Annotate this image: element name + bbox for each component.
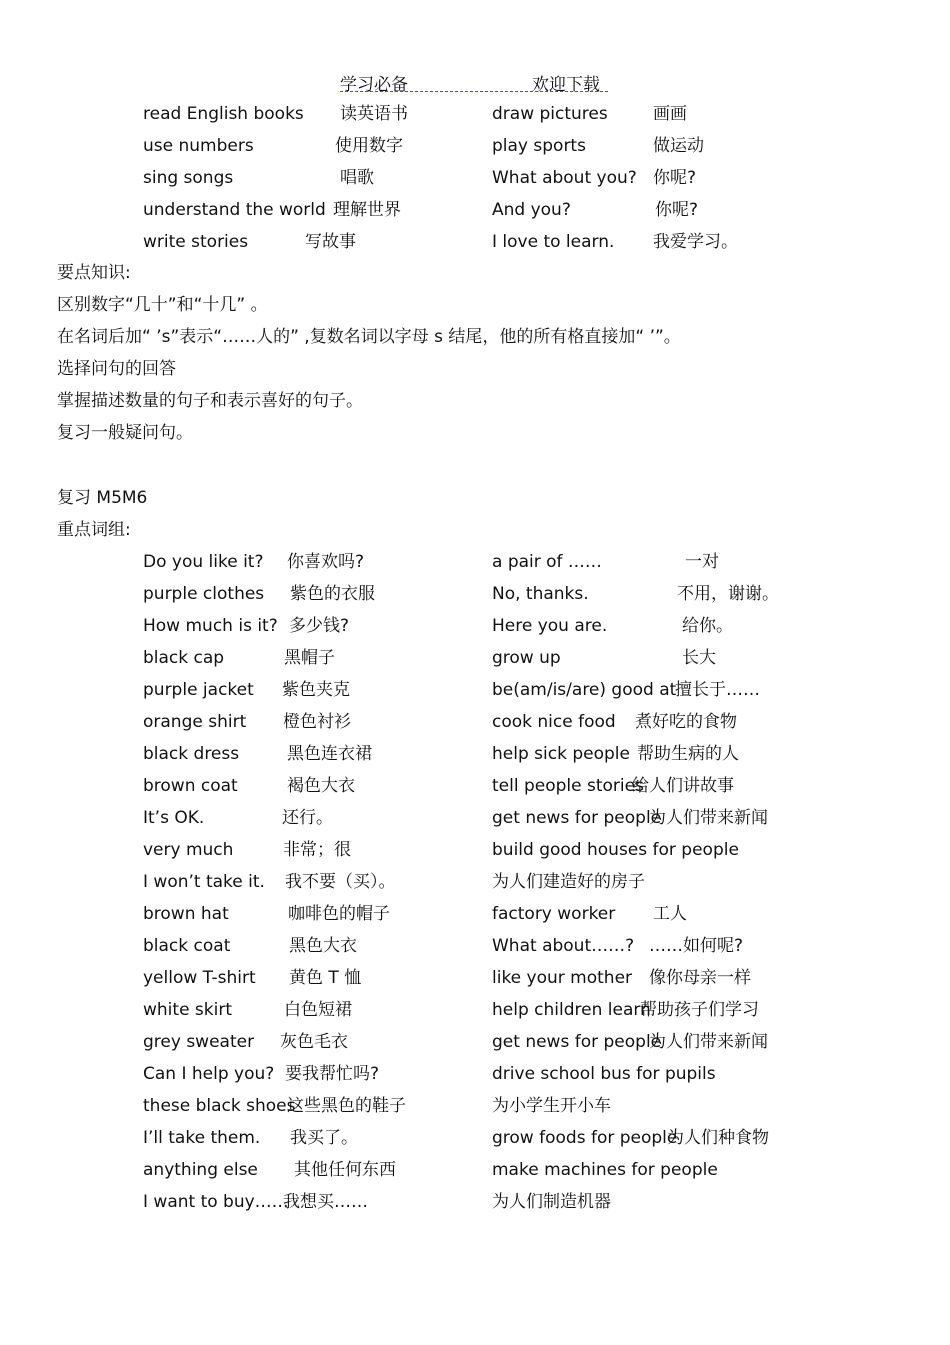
vocab-zh1: 多少钱? bbox=[289, 616, 350, 636]
key-point-item: 区别数字“几十”和“十几” 。 bbox=[57, 295, 268, 315]
vocab-en1: orange shirt bbox=[143, 712, 247, 732]
vocab-zh1: 唱歌 bbox=[340, 168, 374, 188]
key-point-item: 在名词后加“ ’s”表示“……人的” ,复数名词以字母 s 结尾，他的所有格直接加“ ’”。 bbox=[57, 327, 681, 347]
vocab-zh1: 读英语书 bbox=[340, 104, 408, 124]
vocab-row bbox=[0, 934, 950, 958]
vocab-zh1: 黑色大衣 bbox=[289, 936, 357, 956]
review-subtitle: 重点词组: bbox=[57, 520, 131, 540]
vocab-en1: anything else bbox=[143, 1160, 258, 1180]
vocab-zh1: 其他任何东西 bbox=[294, 1160, 396, 1180]
review-title: 复习 M5M6 bbox=[57, 488, 148, 508]
vocab-en2: cook nice food bbox=[492, 712, 616, 732]
vocab-zh1: 橙色衬衫 bbox=[283, 712, 351, 732]
vocab-en2: like your mother bbox=[492, 968, 633, 988]
header-right-text: 欢迎下载 bbox=[532, 75, 600, 95]
vocab-zh2: 为人们带来新闻 bbox=[649, 1032, 768, 1052]
vocab-zh2: 为人们带来新闻 bbox=[649, 808, 768, 828]
vocab-en1: sing songs bbox=[143, 168, 234, 188]
header-dashed-underline bbox=[340, 91, 608, 92]
vocab-en2: tell people stories bbox=[492, 776, 644, 796]
vocab-row bbox=[0, 1190, 950, 1214]
vocab-zh2: 给人们讲故事 bbox=[632, 776, 734, 796]
vocab-zh2: 做运动 bbox=[653, 136, 704, 156]
vocab-row bbox=[0, 1030, 950, 1054]
vocab-zh2: 像你母亲一样 bbox=[649, 968, 751, 988]
vocab-en2: build good houses for people bbox=[492, 840, 739, 860]
vocab-zh2: 工人 bbox=[653, 904, 687, 924]
vocab-zh1: 褐色大衣 bbox=[287, 776, 355, 796]
vocab-en1: brown coat bbox=[143, 776, 238, 796]
vocab-en1: I want to buy…… bbox=[143, 1192, 289, 1212]
vocab-en1: purple jacket bbox=[143, 680, 254, 700]
vocab-en1: yellow T-shirt bbox=[143, 968, 256, 988]
vocab-row bbox=[0, 230, 950, 254]
vocab-en2: drive school bus for pupils bbox=[492, 1064, 716, 1084]
vocab-en2: help sick people bbox=[492, 744, 630, 764]
vocab-zh2: 为人们种食物 bbox=[667, 1128, 769, 1148]
vocab-en2: 为人们制造机器 bbox=[492, 1192, 611, 1212]
vocab-row bbox=[0, 742, 950, 766]
header-left-text: 学习必备 bbox=[340, 75, 408, 95]
key-point-item: 选择问句的回答 bbox=[57, 359, 176, 379]
vocab-zh1: 灰色毛衣 bbox=[280, 1032, 348, 1052]
vocab-en1: Can I help you? bbox=[143, 1064, 275, 1084]
vocab-en2: No, thanks. bbox=[492, 584, 589, 604]
vocab-row bbox=[0, 870, 950, 894]
vocab-row bbox=[0, 550, 950, 574]
vocab-en1: understand the world bbox=[143, 200, 326, 220]
vocab-en1: very much bbox=[143, 840, 234, 860]
vocab-en1: black cap bbox=[143, 648, 225, 668]
key-points-title: 要点知识: bbox=[57, 263, 131, 283]
vocab-zh2: 你呢? bbox=[653, 168, 697, 188]
vocab-en1: these black shoes bbox=[143, 1096, 296, 1116]
vocab-zh1: 你喜欢吗? bbox=[287, 552, 365, 572]
vocab-en1: read English books bbox=[143, 104, 304, 124]
vocab-en1: I’ll take them. bbox=[143, 1128, 261, 1148]
vocab-zh1: 黑帽子 bbox=[284, 648, 335, 668]
vocab-zh1: 紫色夹克 bbox=[282, 680, 350, 700]
vocab-zh1: 理解世界 bbox=[333, 200, 401, 220]
vocab-en1: brown hat bbox=[143, 904, 229, 924]
vocab-row bbox=[0, 678, 950, 702]
vocab-row bbox=[0, 1126, 950, 1150]
vocab-zh1: 我不要（买）。 bbox=[285, 872, 396, 892]
vocab-en2: What about you? bbox=[492, 168, 637, 188]
vocab-en2: draw pictures bbox=[492, 104, 608, 124]
vocab-row bbox=[0, 998, 950, 1022]
vocab-zh1: 紫色的衣服 bbox=[290, 584, 375, 604]
vocab-en2: help children learn bbox=[492, 1000, 651, 1020]
vocab-row bbox=[0, 134, 950, 158]
vocab-row bbox=[0, 838, 950, 862]
vocab-en1: It’s OK. bbox=[143, 808, 205, 828]
vocab-en1: white skirt bbox=[143, 1000, 233, 1020]
vocab-zh2: 帮助孩子们学习 bbox=[640, 1000, 759, 1020]
vocab-row bbox=[0, 102, 950, 126]
vocab-zh1: 非常；很 bbox=[283, 840, 351, 860]
vocab-zh1: 我想买…… bbox=[283, 1192, 368, 1212]
vocab-zh2: 你呢? bbox=[655, 200, 699, 220]
vocab-zh2: 煮好吃的食物 bbox=[635, 712, 737, 732]
vocab-en2: 为人们建造好的房子 bbox=[492, 872, 645, 892]
vocab-zh1: 这些黑色的鞋子 bbox=[287, 1096, 406, 1116]
vocab-en2: grow up bbox=[492, 648, 561, 668]
vocab-zh2: 我爱学习。 bbox=[653, 232, 738, 252]
vocab-en2: factory worker bbox=[492, 904, 616, 924]
vocab-zh2: 帮助生病的人 bbox=[637, 744, 739, 764]
vocab-en1: black dress bbox=[143, 744, 240, 764]
vocab-zh1: 写故事 bbox=[305, 232, 356, 252]
vocab-zh1: 还行。 bbox=[282, 808, 333, 828]
vocab-en1: Do you like it? bbox=[143, 552, 264, 572]
vocab-en2: make machines for people bbox=[492, 1160, 718, 1180]
vocab-row bbox=[0, 902, 950, 926]
vocab-en1: I won’t take it. bbox=[143, 872, 265, 892]
vocab-zh2: 一对 bbox=[685, 552, 719, 572]
vocab-zh2: 画画 bbox=[653, 104, 687, 124]
vocab-row bbox=[0, 614, 950, 638]
vocab-zh1: 黑色连衣裙 bbox=[287, 744, 372, 764]
vocab-en1: purple clothes bbox=[143, 584, 265, 604]
vocab-zh2: 给你。 bbox=[682, 616, 733, 636]
vocab-zh1: 要我帮忙吗? bbox=[285, 1064, 380, 1084]
vocab-en2: play sports bbox=[492, 136, 586, 156]
vocab-en2: grow foods for people bbox=[492, 1128, 678, 1148]
key-point-item: 复习一般疑问句。 bbox=[57, 423, 193, 443]
vocab-row bbox=[0, 806, 950, 830]
vocab-row bbox=[0, 710, 950, 734]
vocab-zh1: 白色短裙 bbox=[284, 1000, 352, 1020]
vocab-zh2: 擅长于…… bbox=[675, 680, 760, 700]
vocab-en2: get news for people bbox=[492, 808, 662, 828]
vocab-en2: get news for people bbox=[492, 1032, 662, 1052]
vocab-zh1: 使用数字 bbox=[335, 136, 403, 156]
vocab-zh2: 不用，谢谢。 bbox=[677, 584, 779, 604]
vocab-zh1: 黄色 T 恤 bbox=[289, 968, 362, 988]
vocab-row bbox=[0, 1062, 950, 1086]
vocab-row bbox=[0, 966, 950, 990]
vocab-zh2: ……如何呢? bbox=[649, 936, 744, 956]
vocab-row bbox=[0, 646, 950, 670]
vocab-en1: use numbers bbox=[143, 136, 254, 156]
vocab-en1: write stories bbox=[143, 232, 249, 252]
vocab-row bbox=[0, 582, 950, 606]
vocab-zh2: 长大 bbox=[682, 648, 716, 668]
vocab-en2: be(am/is/are) good at bbox=[492, 680, 677, 700]
vocab-row bbox=[0, 166, 950, 190]
vocab-en2: a pair of …… bbox=[492, 552, 602, 572]
vocab-row bbox=[0, 774, 950, 798]
vocab-en1: grey sweater bbox=[143, 1032, 255, 1052]
vocab-en1: black coat bbox=[143, 936, 231, 956]
vocab-en2: Here you are. bbox=[492, 616, 608, 636]
vocab-row bbox=[0, 1158, 950, 1182]
page-header bbox=[340, 70, 610, 95]
vocab-en2: And you? bbox=[492, 200, 571, 220]
vocab-en2: I love to learn. bbox=[492, 232, 615, 252]
vocab-zh1: 我买了。 bbox=[290, 1128, 358, 1148]
key-point-item: 掌握描述数量的句子和表示喜好的句子。 bbox=[57, 391, 363, 411]
vocab-row bbox=[0, 198, 950, 222]
vocab-en1: How much is it? bbox=[143, 616, 278, 636]
vocab-en2: 为小学生开小车 bbox=[492, 1096, 611, 1116]
vocab-zh1: 咖啡色的帽子 bbox=[288, 904, 390, 924]
vocab-row bbox=[0, 1094, 950, 1118]
vocab-en2: What about……? bbox=[492, 936, 635, 956]
